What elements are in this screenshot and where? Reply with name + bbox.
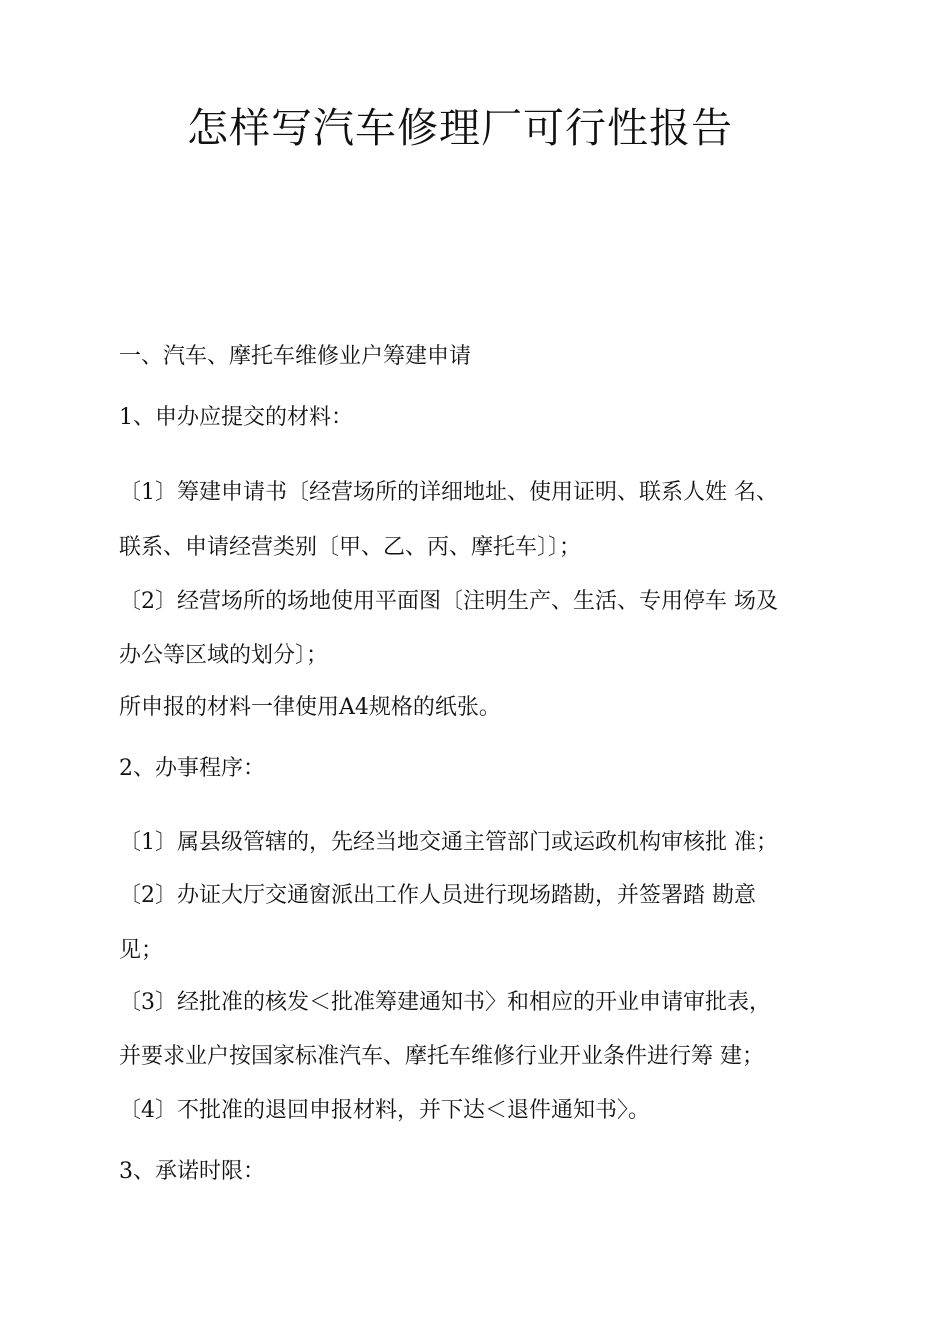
subsection-heading-time-limit: 3、承诺时限：: [119, 1159, 265, 1184]
subsection-heading-materials: 1、申办应提交的材料：: [119, 405, 353, 430]
paragraph-line: 〔4〕不批准的退回申报材料，并下达＜退件通知书〉。: [119, 1098, 650, 1123]
paragraph-line: 见；: [119, 938, 164, 963]
paragraph-line: 〔1〕属县级管辖的，先经当地交通主管部门或运政机构审核批 准；: [119, 830, 778, 855]
paragraph-line: 〔1〕筹建申请书〔经营场所的详细地址、使用证明、联系人姓 名、: [119, 480, 778, 505]
paragraph-line: 〔3〕经批准的核发＜批准筹建通知书〉和相应的开业申请审批表，: [119, 990, 771, 1015]
paragraph-line: 〔2〕办证大厅交通窗派出工作人员进行现场踏勘，并签署踏 勘意: [119, 883, 756, 908]
document-title: 怎样写汽车修理厂可行性报告: [187, 104, 733, 152]
subsection-heading-procedure: 2、办事程序：: [119, 756, 265, 781]
paragraph-line: 办公等区域的划分〕；: [119, 643, 329, 668]
paragraph-line: 联系、申请经营类别〔甲、乙、丙、摩托车〕〕；: [119, 535, 582, 560]
paragraph-line: 〔2〕经营场所的场地使用平面图〔注明生产、生活、专用停车 场及: [119, 589, 778, 614]
paragraph-line: 所申报的材料一律使用A4规格的纸张。: [119, 695, 501, 720]
section-heading-1: 一、汽车、摩托车维修业户筹建申请: [119, 344, 472, 369]
paragraph-line: 并要求业户按国家标准汽车、摩托车维修行业开业条件进行筹 建；: [119, 1044, 764, 1069]
